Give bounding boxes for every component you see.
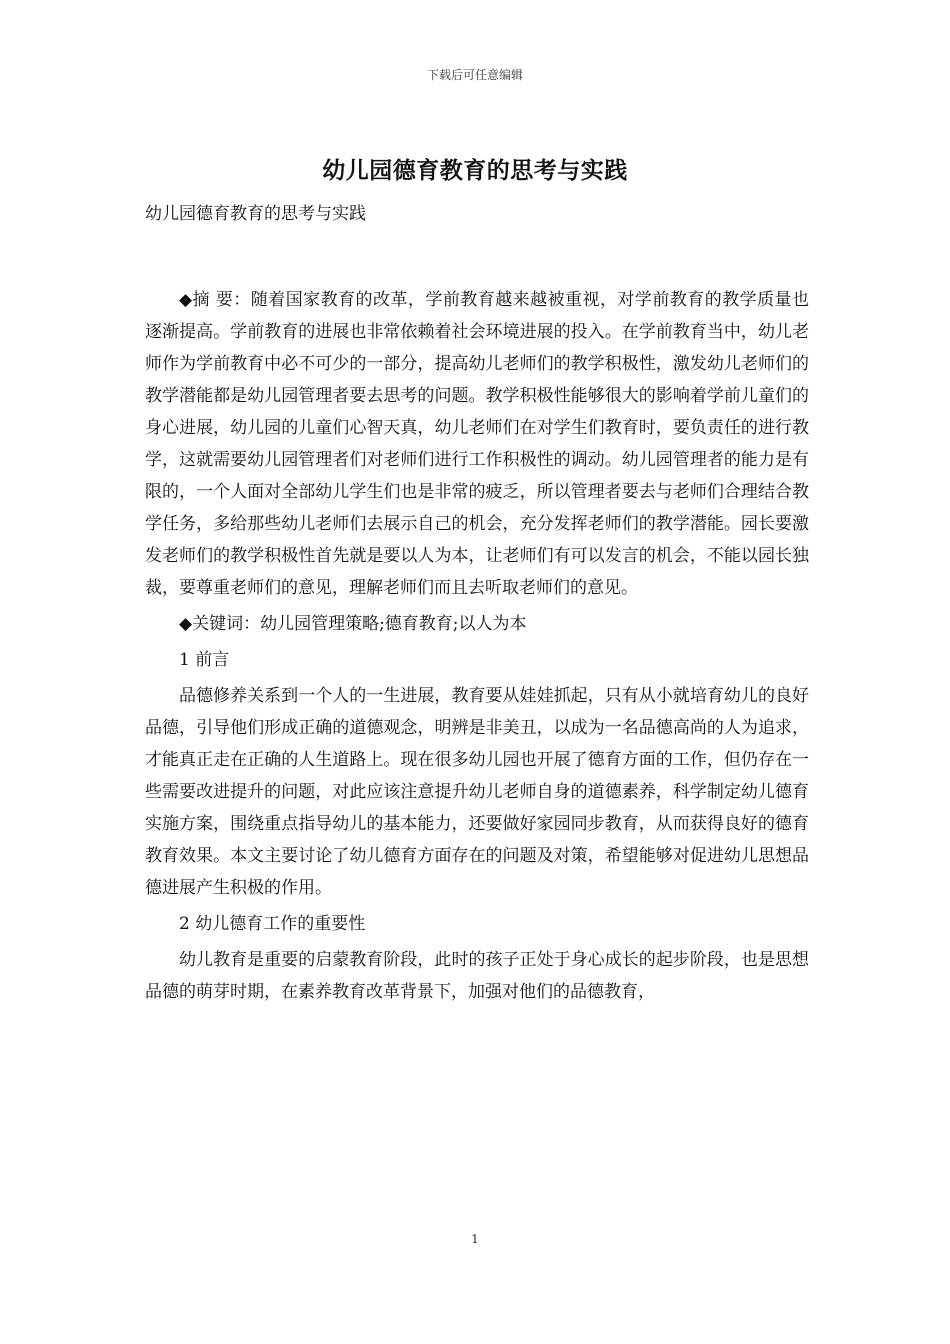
document-title: 幼儿园德育教育的思考与实践 [322,157,628,184]
keywords-paragraph: ◆关键词：幼儿园管理策略;德育教育;以人为本 [179,614,527,634]
section-1-paragraph: 品德修养关系到一个人的一生进展，教育要从娃娃抓起，只有从小就培育幼儿的良好品德，引导他们形成正确的道德观念，明辨是非美丑，以成为一名品德高尚的人为追求，才能真正走在正确的人生道路上。现在很多幼儿园也开展了德育方面的工作，但仍存在一些需要改进提升的问题，对此应该注意提升幼儿老师自身的道德素养，科学制定幼儿德育实施方案，围绕重点指导幼儿的基本能力，还要做好家园同步教育，从而获得良好的德育教育效果。本文主要讨论了幼儿德育方面存在的问题及对策，希望能够对促进幼儿思想品德进展产生积极的作用。 [145,686,809,898]
page-number: 1 [471,1232,479,1246]
document-subtitle: 幼儿园德育教育的思考与实践 [145,204,366,224]
spacer [145,230,809,284]
header-note: 下载后可任意编辑 [426,68,523,82]
abstract-paragraph: ◆摘 要：随着国家教育的改革，学前教育越来越被重视，对学前教育的教学质量也逐渐提高。学前教育的进展也非常依赖着社会环境进展的投入。在学前教育当中，幼儿老师作为学前教育中必不可少的一部分，提高幼儿老师们的教学积极性，激发幼儿老师们的教学潜能都是幼儿园管理者要去思考的问题。教学积极性能够很大的影响着学前儿童们的身心进展，幼儿园的儿童们心智天真，幼儿老师们在对学生们教育时，要负责任的进行教学，这就需要幼儿园管理者们对老师们进行工作积极性的调动。幼儿园管理者的能力是有限的，一个人面对全部幼儿学生们也是非常的疲乏，所以管理者要去与老师们合理结合教学任务，多给那些幼儿老师们去展示自己的机会，充分发挥老师们的教学潜能。园长要激发老师们的教学积极性首先就是要以人为本，让老师们有可以发言的机会，不能以园长独裁，要尊重老师们的意见，理解老师们而且去听取老师们的意见。 [145,290,809,598]
section-1-heading: 1 前言 [179,650,230,670]
section-2-paragraph: 幼儿教育是重要的启蒙教育阶段，此时的孩子正处于身心成长的起步阶段，也是思想品德的萌芽时期，在素养教育改革背景下，加强对他们的品德教育， [145,950,809,1002]
section-2-heading: 2 幼儿德育工作的重要性 [179,914,366,934]
document-body [145,198,809,1008]
